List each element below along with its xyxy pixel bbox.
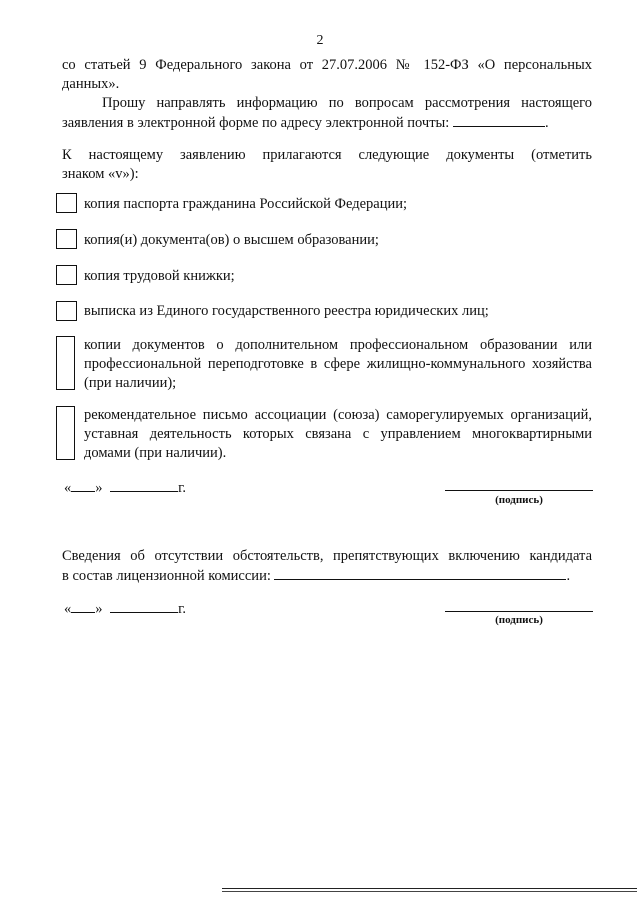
absence-info-text: в состав лицензионной комиссии: (62, 568, 271, 584)
checkbox-employment-record[interactable] (56, 265, 77, 285)
attachments-intro-line-1: К настоящему заявлению прилагаются следующие документы (отметить (62, 147, 592, 163)
day-blank-field[interactable] (71, 599, 95, 613)
checkbox-passport[interactable] (56, 193, 77, 213)
checkbox-additional-education[interactable] (56, 336, 75, 390)
absence-info-blank-field[interactable] (274, 566, 566, 580)
absence-info-paragraph (62, 547, 592, 586)
email-request-period: . (544, 115, 549, 131)
checkbox-recommendation-letter[interactable] (56, 406, 75, 460)
date-open-quote: « (64, 480, 72, 496)
document-item-employment-record: копия трудовой книжки; (84, 268, 235, 284)
attachments-intro-paragraph (62, 146, 592, 184)
date-close-quote: » (95, 480, 103, 496)
signature-caption-2: (подпись) (495, 614, 543, 626)
page-number: 2 (316, 33, 324, 48)
email-request-text: заявления в электронной форме по адресу электронной почты: (62, 115, 450, 131)
email-request-paragraph (62, 94, 592, 133)
page-bottom-rule (222, 888, 637, 889)
intro-line-2: данных». (62, 76, 120, 92)
document-item-legal-entities-register: выписка из Единого государственного реестра юридических лиц; (84, 303, 489, 319)
email-request-line-2 (62, 113, 592, 133)
absence-info-period: . (566, 568, 571, 584)
year-suffix: г. (178, 480, 187, 496)
email-request-line-1: Прошу направлять информацию по вопросам рассмотрения настоящего (102, 95, 592, 111)
signature-caption-1: (подпись) (495, 494, 543, 506)
day-blank-field[interactable] (71, 478, 95, 492)
absence-info-line-1: Сведения об отсутствии обстоятельств, препятствующих включению кандидата (62, 548, 592, 564)
document-item-recommendation-letter: рекомендательное письмо ассоциации (союза) саморегулируемых организаций, уставная деятельность которых связана с управлением многоквартирными домами (при наличии). (84, 407, 592, 461)
date-open-quote: « (64, 601, 72, 617)
intro-paragraph (62, 56, 592, 94)
year-suffix: г. (178, 601, 187, 617)
signature-line-1[interactable] (445, 490, 593, 491)
month-year-blank-field[interactable] (110, 599, 178, 613)
page-bottom-rule-shadow (222, 891, 637, 892)
date-close-quote: » (95, 601, 103, 617)
document-item-passport: копия паспорта гражданина Российской Федерации; (84, 196, 408, 212)
date-row-1 (64, 478, 186, 497)
checkbox-legal-entities-register[interactable] (56, 301, 77, 321)
month-year-blank-field[interactable] (110, 478, 178, 492)
document-item-additional-education: копии документов о дополнительном профессиональном образовании или профессиональной переподготовке в сфере жилищно-коммунального хозяйства (при наличии); (84, 337, 592, 391)
absence-info-line-2 (62, 566, 592, 586)
document-item-higher-education: копия(и) документа(ов) о высшем образовании; (84, 232, 379, 248)
signature-line-2[interactable] (445, 611, 593, 612)
email-blank-field[interactable] (453, 113, 545, 127)
intro-line-1: со статьей 9 Федерального закона от 27.07.2006 № 152-ФЗ «О персональных (62, 57, 592, 73)
checkbox-higher-education[interactable] (56, 229, 77, 249)
attachments-intro-line-2: знаком «v»): (62, 166, 139, 182)
date-row-2 (64, 599, 186, 618)
